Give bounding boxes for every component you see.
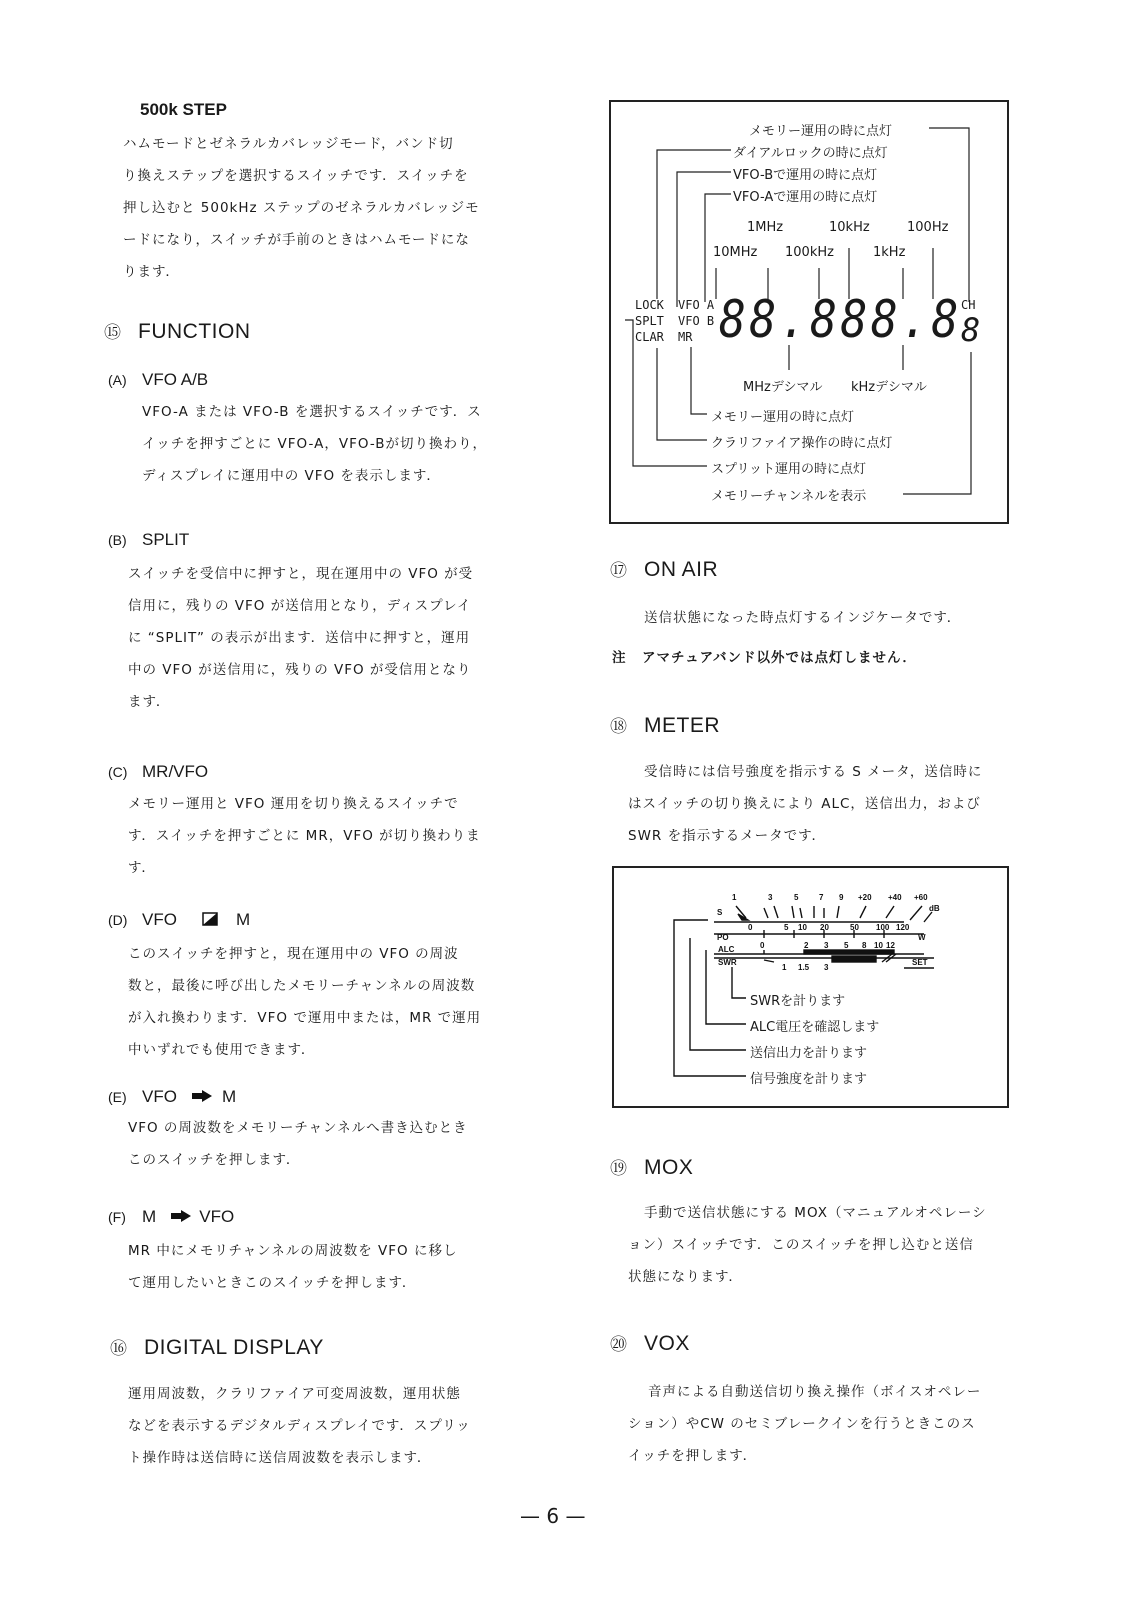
display-figure	[609, 100, 1009, 524]
text-line: て運用したいときこのスイッチを押します．	[128, 1275, 417, 1291]
section-number: ⑯	[110, 1339, 127, 1359]
row-label-swr: SWR	[718, 958, 737, 967]
step500k-body	[123, 128, 523, 288]
text-line: ョン）スイッチです．このスイッチを押し込むと送信	[628, 1237, 974, 1253]
item-label: (A)	[108, 372, 127, 388]
label-1mhz: 1MHz	[747, 220, 784, 235]
po-tick-label: 20	[820, 923, 829, 932]
text-line: スイッチを受信中に押すと，現在運用中の VFO が受	[128, 566, 474, 582]
po-tick-label: 0	[748, 923, 753, 932]
swr-tick-label: 1	[782, 963, 787, 972]
mrvfo-heading	[108, 762, 208, 782]
split-heading	[108, 530, 189, 550]
s-tick-label: 7	[819, 893, 824, 902]
m-to-vfo-heading	[108, 1207, 234, 1227]
step500k-title: 500k STEP	[140, 100, 227, 119]
arrow-right-icon	[171, 1210, 191, 1222]
text-line: 数と，最後に呼び出したメモリーチャンネルの周波数	[128, 978, 476, 994]
on-air-note	[612, 646, 917, 666]
po-tick-label: 100	[876, 923, 890, 932]
m-to-vfo-body	[128, 1235, 523, 1299]
label-khz-decimal: kHzデシマル	[851, 380, 927, 395]
legend-power: 送信出力を計ります	[750, 1046, 868, 1061]
section-number: ⑲	[610, 1159, 627, 1179]
text-line: はスイッチの切り換えにより ALC，送信出力，および	[628, 796, 981, 812]
legend-swr: SWRを計ります	[750, 994, 846, 1009]
section-title: DIGITAL DISPLAY	[144, 1336, 324, 1359]
vfoab-body	[142, 396, 522, 492]
s-tick-label: 1	[732, 893, 737, 902]
legend-alc: ALC電圧を確認します	[750, 1020, 880, 1035]
text-line: り換えステップを選択するスイッチです．スイッチを	[123, 168, 469, 184]
row-label-alc: ALC	[718, 945, 735, 954]
annotation-memory-on: メモリー運用の時に点灯	[749, 124, 893, 139]
alc-tick-label: 3	[824, 941, 829, 950]
text-line: ります．	[123, 264, 180, 280]
text-line: ト操作時は送信時に送信周波数を表示します．	[128, 1450, 432, 1466]
on-air-heading	[610, 556, 718, 582]
swr-tick-label: 1.5	[798, 963, 810, 972]
digital-display-heading	[110, 1334, 324, 1360]
text-line: 音声による自動送信切り換え操作（ボイスオペレー	[648, 1384, 982, 1400]
exchange-icon	[202, 912, 220, 926]
vox-heading	[610, 1330, 690, 1356]
item-label: (E)	[108, 1089, 127, 1105]
text-line: 手動で送信状態にする MOX（マニュアルオペレーシ	[644, 1205, 987, 1221]
text-line: ディスプレイに運用中の VFO を表示します．	[142, 468, 441, 484]
function-heading	[104, 318, 251, 344]
label-100khz: 100kHz	[785, 245, 834, 260]
item-title: VFO	[199, 1207, 235, 1226]
vfo-to-m-body	[128, 1112, 523, 1176]
text-line: メモリー運用と VFO 運用を切り換えるスイッチで	[128, 796, 459, 812]
item-title: M	[222, 1087, 237, 1106]
annotation-memory-on: メモリー運用の時に点灯	[711, 410, 855, 425]
vfo-exchange-m-body	[128, 938, 523, 1066]
annotation-dial-lock: ダイアルロックの時に点灯	[733, 146, 888, 161]
text-line: す．	[128, 860, 156, 876]
item-title: VFO	[142, 1087, 177, 1106]
vox-body	[628, 1376, 1028, 1472]
s-tick-label: 9	[839, 893, 844, 902]
text-line: ードになり，スイッチが手前のときはハムモードにな	[123, 232, 470, 248]
text-line: ます．	[128, 694, 171, 710]
mrvfo-body	[128, 788, 523, 884]
text-line: VFO の周波数をメモリーチャンネルへ書き込むとき	[128, 1120, 468, 1136]
text-line: 押し込むと 500kHz ステップのゼネラルカバレッジモ	[123, 200, 480, 216]
po-tick-label: 10	[798, 923, 807, 932]
item-title: M	[142, 1207, 157, 1226]
indicator-ch: CH	[961, 298, 976, 312]
text-line: MR 中にメモリチャンネルの周波数を VFO に移し	[128, 1243, 458, 1259]
frequency-digits: 88.888.8	[719, 290, 962, 350]
w-label: W	[918, 933, 926, 942]
alc-tick-label: 0	[760, 941, 765, 950]
section-title: VOX	[644, 1332, 690, 1355]
section-title: METER	[644, 714, 720, 737]
legend-signal: 信号強度を計ります	[750, 1072, 868, 1087]
item-title: M	[236, 910, 251, 929]
arrow-right-icon	[192, 1090, 212, 1102]
text-line: VFO-A または VFO-B を選択するスイッチです．ス	[142, 404, 482, 420]
mox-heading	[610, 1154, 693, 1180]
text-line: このスイッチを押します．	[128, 1152, 301, 1168]
indicator-lock: LOCK	[635, 298, 664, 312]
label-100hz: 100Hz	[907, 220, 949, 235]
item-label: (C)	[108, 764, 128, 780]
section-number: ⑳	[610, 1335, 627, 1355]
meter-heading	[610, 712, 720, 738]
alc-tick-label: 8	[862, 941, 867, 950]
note-label: 注	[612, 650, 627, 666]
section-title: FUNCTION	[138, 320, 251, 343]
s-tick-label: 5	[794, 893, 799, 902]
text-line: などを表示するデジタルディスプレイです．スプリッ	[128, 1418, 471, 1434]
meter-figure	[612, 866, 1009, 1108]
indicator-split: SPLT	[635, 314, 664, 328]
channel-digit: 8	[961, 311, 981, 349]
on-air-body: 送信状態になった時点灯するインジケータです．	[644, 610, 962, 626]
text-line: 受信時には信号強度を指示する S メータ，送信時に	[644, 764, 983, 780]
split-body	[128, 558, 523, 718]
text-line: イッチを押すごとに VFO-A，VFO-Bが切り換わり，	[142, 436, 487, 452]
text-line: SWR を指示するメータです．	[628, 828, 827, 844]
annotation-split: スプリット運用の時に点灯	[711, 462, 866, 477]
s-tick-label: +20	[858, 893, 872, 902]
item-title: VFO	[142, 910, 177, 929]
annotation-clarifier: クラリファイア操作の時に点灯	[711, 436, 893, 451]
annotation-memory-channel: メモリーチャンネルを表示	[711, 489, 867, 504]
set-label: SET	[912, 958, 928, 967]
item-title: VFO A/B	[142, 370, 209, 389]
po-tick-label: 50	[850, 923, 859, 932]
section-number: ⑱	[610, 717, 627, 737]
label-1khz: 1kHz	[873, 245, 906, 260]
text-line: 状態になります．	[628, 1269, 743, 1285]
alc-tick-label: 10	[874, 941, 883, 950]
item-title: SPLIT	[142, 530, 190, 549]
annotation-vfo-a: VFO-Aで運用の時に点灯	[733, 190, 878, 205]
s-tick-label: +40	[888, 893, 902, 902]
label-10khz: 10kHz	[829, 220, 870, 235]
vfo-to-m-heading	[108, 1087, 236, 1107]
alc-tick-label: 2	[804, 941, 809, 950]
note-text: アマチュアバンド以外では点灯しません．	[642, 650, 917, 666]
section-number: ⑰	[610, 561, 627, 581]
indicator-mr: MR	[678, 330, 693, 344]
text-line: ハムモードとゼネラルカバレッジモード，バンド切	[123, 136, 454, 152]
item-label: (B)	[108, 532, 127, 548]
text-line: 中いずれでも使用できます．	[128, 1042, 316, 1058]
item-label: (D)	[108, 912, 128, 928]
label-10mhz: 10MHz	[713, 245, 758, 260]
indicator-vfo-b: VFO B	[678, 314, 715, 328]
text-line: 信用に，残りの VFO が送信用となり，ディスプレイ	[128, 598, 472, 614]
section-number: ⑮	[104, 323, 121, 343]
row-label-s: S	[717, 908, 723, 917]
po-tick-label: 120	[896, 923, 910, 932]
mox-body	[628, 1197, 1028, 1293]
alc-tick-label: 12	[886, 941, 895, 950]
text-line: が入れ換わります．VFO で運用中または，MR で運用	[128, 1010, 482, 1026]
indicator-clar: CLAR	[635, 330, 664, 344]
s-tick-label: +60	[914, 893, 928, 902]
item-title: MR/VFO	[142, 762, 209, 781]
text-line: ション）やCW のセミブレークインを行うときこのス	[628, 1416, 976, 1432]
vfoab-heading	[108, 370, 208, 390]
text-line: このスイッチを押すと，現在運用中の VFO の周波	[128, 946, 459, 962]
text-line: 中の VFO が送信用に，残りの VFO が受信用となり	[128, 662, 472, 678]
label-mhz-decimal: MHzデシマル	[743, 380, 823, 395]
page-number: — 6 —	[520, 1504, 586, 1528]
vfo-exchange-m-heading	[108, 910, 250, 930]
text-line: に “SPLIT” の表示が出ます．送信中に押すと，運用	[128, 630, 471, 646]
section-title: ON AIR	[644, 558, 719, 581]
text-line: イッチを押します．	[628, 1448, 758, 1464]
po-tick-label: 5	[784, 923, 789, 932]
indicator-vfo-a: VFO A	[678, 298, 715, 312]
alc-tick-label: 5	[844, 941, 849, 950]
s-tick-label: 3	[768, 893, 773, 902]
section-title: MOX	[644, 1156, 694, 1179]
text-line: 運用周波数，クラリファイア可変周波数，運用状態	[128, 1386, 461, 1402]
db-label: dB	[929, 904, 940, 913]
row-label-po: PO	[717, 933, 729, 942]
text-line: す．スイッチを押すごとに MR，VFO が切り換わりま	[128, 828, 481, 844]
swr-tick-label: 3	[824, 963, 829, 972]
item-label: (F)	[108, 1209, 126, 1225]
meter-body	[628, 756, 1028, 852]
annotation-vfo-b: VFO-Bで運用の時に点灯	[733, 168, 878, 183]
digital-display-body	[128, 1378, 523, 1474]
